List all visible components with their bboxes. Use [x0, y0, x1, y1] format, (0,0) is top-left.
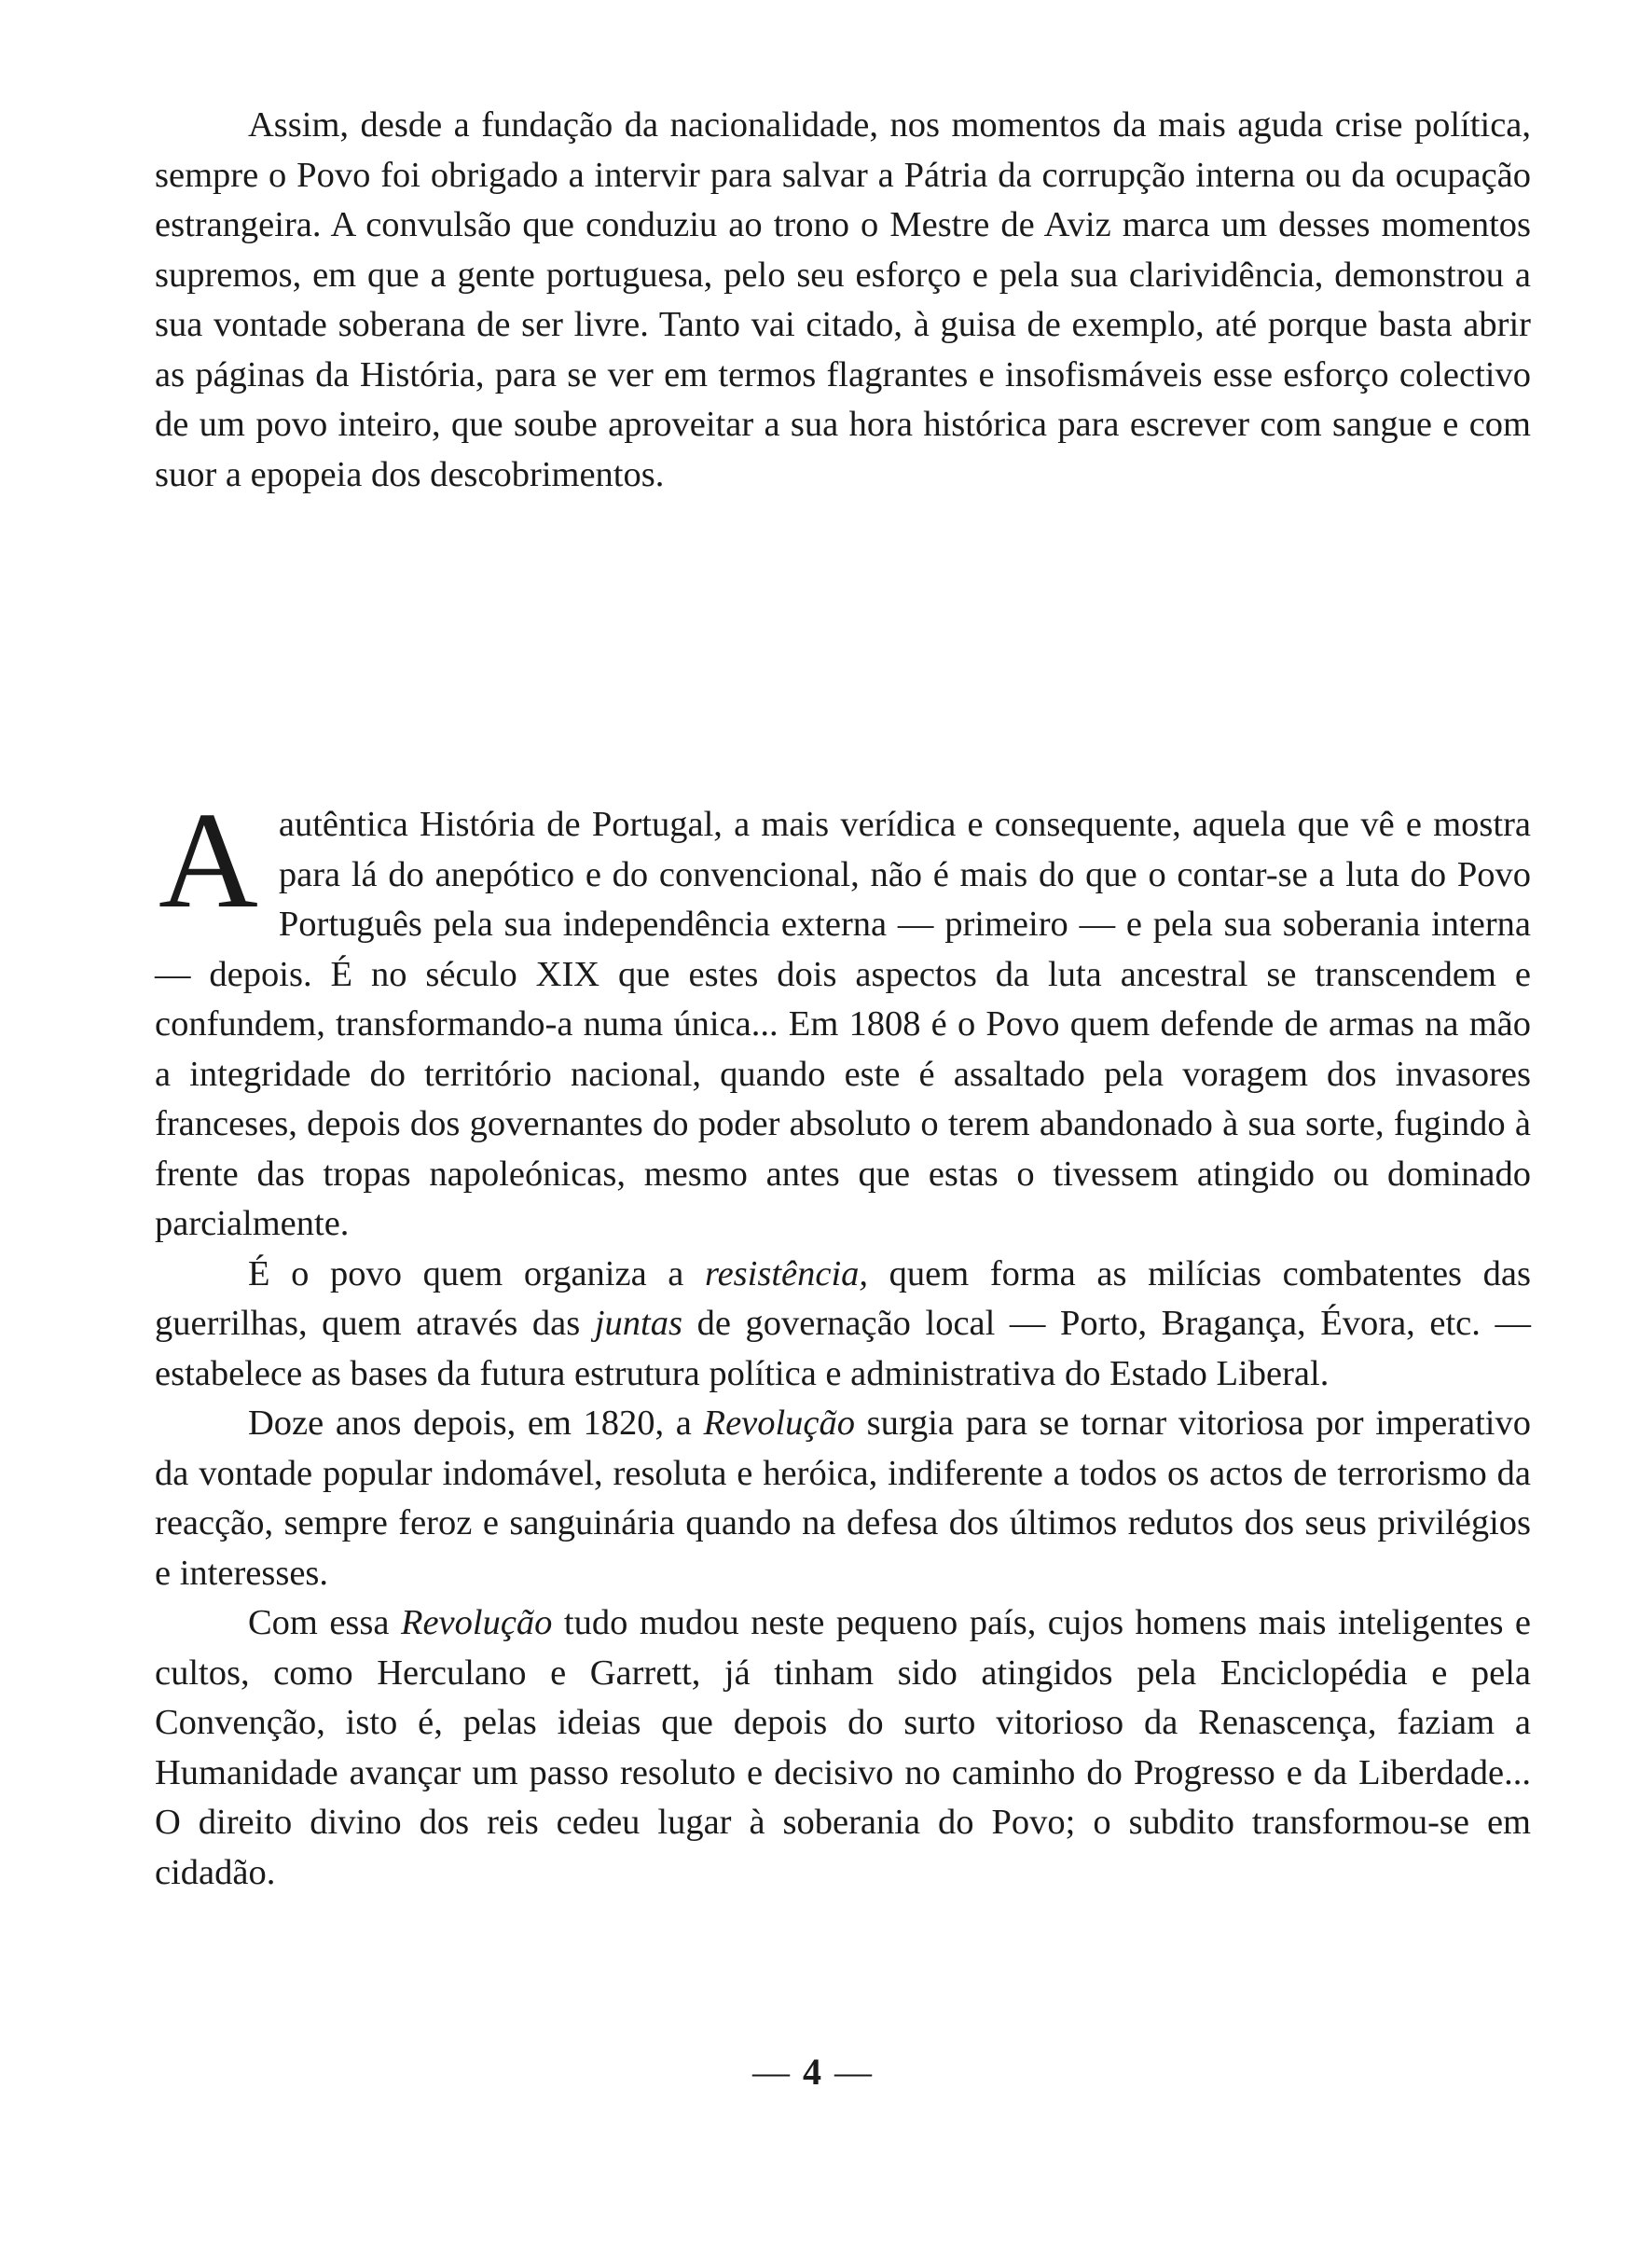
paragraph-4-text-a: Com essa [248, 1603, 401, 1642]
paragraph-2-italic-resistencia: resistência, [705, 1253, 869, 1293]
paragraph-2-italic-juntas: juntas [594, 1304, 682, 1343]
page-number-dash-right: — [834, 2051, 874, 2093]
paragraph-3-text-b: surgia para se tornar vitoriosa por imperativo da vontade popular indomável, resoluta e heróica, indiferente a todos os actos de terrorismo da reacção, sempre feroz e sanguinária quando na defesa dos últimos redutos dos seus privilégios e interesses. [155, 1404, 1531, 1593]
paragraph-2-text-b: quem forma as milícias combatentes das guerrilhas, quem através das [155, 1253, 1531, 1343]
paragraph-1-text: autêntica História de Portugal, a mais verídica e consequente, aquela que vê e mostra para lá do anepótico e do convencional, não é mais do que o contar-se a luta do Povo Português pela sua independência externa — primeiro — e pela sua soberania interna — depois. É no século XIX que estes dois aspectos da luta ancestral se transcendem e confundem, transformando-a numa única... Em 1808 é o Povo quem defende de armas na mão a integridade do território nacional, quando este é assaltado pela voragem dos invasores franceses, depois dos governantes do poder absoluto o terem abandonado à sua sorte, fugindo à frente das tropas napoleónicas, mesmo antes que estas o tivessem atingido ou dominado parcialmente. [155, 805, 1531, 1243]
section-paragraph-3 [155, 1399, 1531, 1598]
paragraph-3-italic-revolucao: Revolução [703, 1404, 856, 1443]
paragraph-3-text-a: Doze anos depois, em 1820, a [248, 1404, 704, 1443]
page-number-dash-left: — [752, 2051, 792, 2093]
page-footer [0, 2050, 1626, 2094]
paragraph-2-text-c: de governação local — Porto, Bragança, Évora, etc. — estabelece as bases da futura estrutura política e administrativa do Estado Liberal. [155, 1304, 1531, 1393]
drop-cap-letter: A [158, 784, 258, 937]
section-paragraph-4 [155, 1598, 1531, 1898]
intro-section [155, 101, 1531, 500]
paragraph-4-text-b: tudo mudou neste pequeno país, cujos homens mais inteligentes e cultos, como Herculano e Garrett, já tinham sido atingidos pela Enciclopédia e pela Convenção, isto é, pelas ideias que depois do surto vitorioso da Renascença, faziam a Humanidade avançar um passo resoluto e decisivo no caminho do Progresso e da Liberdade... O direito divino dos reis cedeu lugar à soberania do Povo; o subdito transformou-se em cidadão. [155, 1603, 1531, 1892]
section-paragraph-2 [155, 1250, 1531, 1400]
paragraph-4-italic-revolucao: Revolução [400, 1603, 553, 1642]
paragraph-2-text-a: É o povo quem organiza a [248, 1253, 706, 1293]
page-number: 4 [803, 2051, 823, 2093]
history-section [155, 784, 1531, 1898]
intro-paragraph: Assim, desde a fundação da nacionalidade, nos momentos da mais aguda crise política, sempre o Povo foi obrigado a intervir para salvar a Pátria da corrupção interna ou da ocupação estrangeira. A convulsão que conduziu ao trono o Mestre de Aviz marca um desses momentos supremos, em que a gente portuguesa, pelo seu esforço e pela sua clarividência, demonstrou a sua vontade soberana de ser livre. Tanto vai citado, à guisa de exemplo, até porque basta abrir as páginas da História, para se ver em termos flagrantes e insofismáveis esse esforço colectivo de um povo inteiro, que soube aproveitar a sua hora histórica para escrever com sangue e com suor a epopeia dos descobrimentos. [155, 105, 1531, 494]
section-paragraph-1 [155, 784, 1531, 1250]
